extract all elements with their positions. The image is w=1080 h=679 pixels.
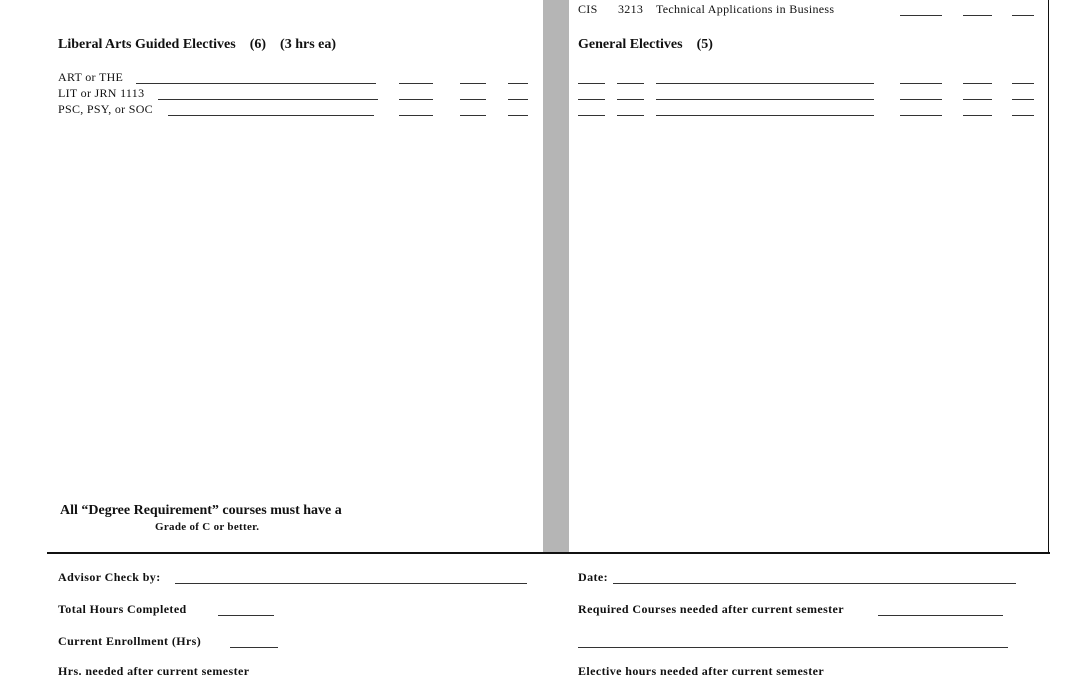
- hours-blank[interactable]: [963, 115, 992, 116]
- hours-blank[interactable]: [460, 83, 486, 84]
- semester-blank[interactable]: [1012, 115, 1034, 116]
- grade-blank[interactable]: [399, 115, 433, 116]
- elective-hours-label: Elective hours needed after current semester: [578, 664, 825, 678]
- number-blank[interactable]: [617, 83, 644, 84]
- general-electives-title: General Electives: [578, 37, 683, 52]
- semester-blank[interactable]: [1012, 83, 1034, 84]
- semester-blank[interactable]: [1012, 15, 1034, 16]
- semester-blank[interactable]: [508, 115, 528, 116]
- liberal-arts-count: (6): [249, 37, 267, 52]
- grade-blank[interactable]: [900, 99, 942, 100]
- required-courses-label: Required Courses needed after current semester: [578, 602, 845, 616]
- prefix-blank[interactable]: [578, 83, 605, 84]
- hours-blank[interactable]: [460, 99, 486, 100]
- course-number: 3213: [618, 2, 644, 16]
- current-enrollment-label: Current Enrollment (Hrs): [58, 634, 202, 648]
- right-border: [1048, 0, 1049, 552]
- grade-note-line1: All “Degree Requirement” courses must have a: [60, 503, 342, 518]
- number-blank[interactable]: [617, 99, 644, 100]
- footer-divider: [47, 552, 1050, 554]
- liberal-arts-hours: (3 hrs ea): [280, 37, 337, 52]
- hours-blank[interactable]: [963, 15, 992, 16]
- course-name-blank[interactable]: [158, 99, 378, 100]
- course-name-blank[interactable]: [656, 99, 874, 100]
- hours-blank[interactable]: [460, 115, 486, 116]
- course-title: Technical Applications in Business: [656, 2, 835, 16]
- grade-note-line2: Grade of C or better.: [155, 521, 260, 533]
- advisor-check-label: Advisor Check by:: [58, 570, 161, 584]
- date-field[interactable]: [613, 583, 1016, 584]
- current-enrollment-field[interactable]: [230, 647, 278, 648]
- course-name-blank[interactable]: [656, 115, 874, 116]
- required-courses-field-2[interactable]: [578, 647, 1008, 648]
- hours-blank[interactable]: [963, 99, 992, 100]
- grade-blank[interactable]: [900, 83, 942, 84]
- course-name-blank[interactable]: [656, 83, 874, 84]
- list-item: ART or THE: [58, 70, 124, 84]
- general-electives-heading: [578, 37, 713, 53]
- list-item: PSC, PSY, or SOC: [58, 102, 153, 116]
- grade-blank[interactable]: [399, 99, 433, 100]
- required-courses-field[interactable]: [878, 615, 1003, 616]
- grade-blank[interactable]: [900, 15, 942, 16]
- total-hours-field[interactable]: [218, 615, 274, 616]
- grade-blank[interactable]: [399, 83, 433, 84]
- prefix-blank[interactable]: [578, 115, 605, 116]
- hours-blank[interactable]: [963, 83, 992, 84]
- advisor-check-field[interactable]: [175, 583, 527, 584]
- semester-blank[interactable]: [508, 83, 528, 84]
- grade-blank[interactable]: [900, 115, 942, 116]
- list-item: LIT or JRN 1113: [58, 86, 145, 100]
- course-name-blank[interactable]: [168, 115, 374, 116]
- course-name-blank[interactable]: [136, 83, 376, 84]
- hrs-needed-label: Hrs. needed after current semester: [58, 664, 250, 678]
- liberal-arts-heading: [58, 37, 336, 53]
- course-prefix: CIS: [578, 2, 598, 16]
- number-blank[interactable]: [617, 115, 644, 116]
- center-gutter: [543, 0, 569, 552]
- general-electives-count: (5): [696, 37, 713, 52]
- date-label: Date:: [578, 570, 608, 584]
- semester-blank[interactable]: [1012, 99, 1034, 100]
- liberal-arts-title: Liberal Arts Guided Electives: [58, 37, 236, 52]
- total-hours-label: Total Hours Completed: [58, 602, 187, 616]
- prefix-blank[interactable]: [578, 99, 605, 100]
- semester-blank[interactable]: [508, 99, 528, 100]
